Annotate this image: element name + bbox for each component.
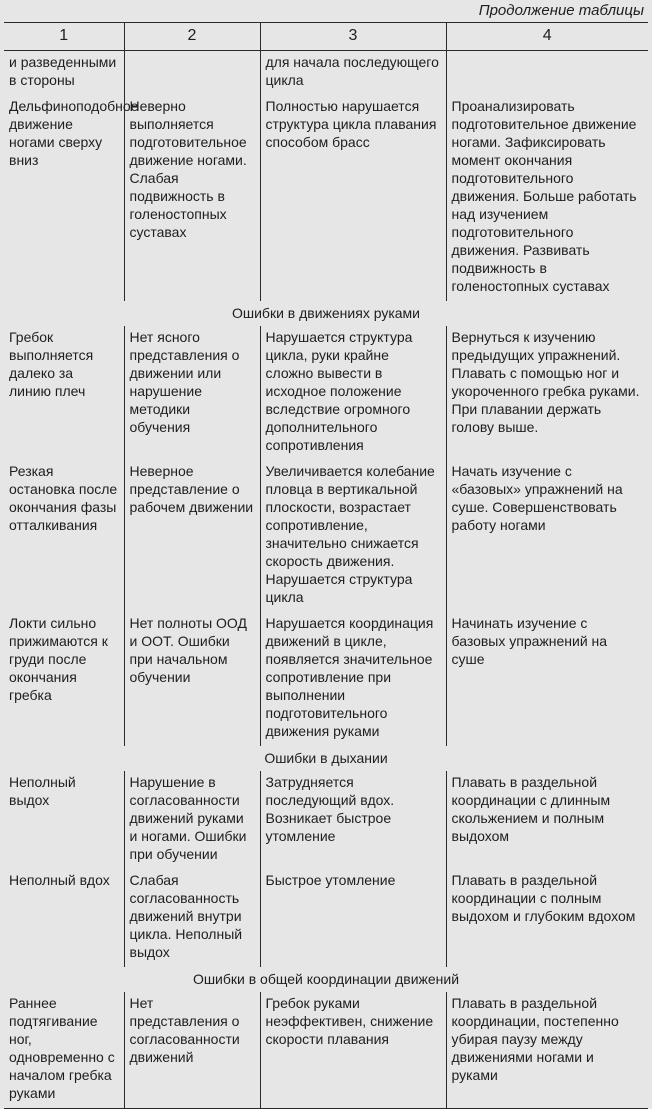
consequence-cell: для начала последующего цикла bbox=[260, 51, 446, 96]
section-row bbox=[4, 967, 648, 992]
error-cell: Локти сильно прижимаются к груди после окончания гребка bbox=[4, 612, 124, 746]
table-row bbox=[4, 992, 648, 1109]
cause-cell bbox=[124, 51, 260, 96]
section-row bbox=[4, 746, 648, 771]
correction-cell: Плавать в раздельной координации с длинным скольжением и полным выдохом bbox=[446, 771, 648, 869]
error-cell: Дельфиноподобное движение ногами сверху вниз bbox=[4, 95, 124, 301]
cause-cell: Неверное представление о рабочем движении bbox=[124, 460, 260, 612]
table-row bbox=[4, 326, 648, 460]
error-cell: Неполный вдох bbox=[4, 869, 124, 967]
table-row bbox=[4, 51, 648, 96]
column-header-3: 3 bbox=[260, 23, 446, 51]
cause-cell: Нет ясного представления о движении или нарушение методики обучения bbox=[124, 326, 260, 460]
table-row bbox=[4, 460, 648, 612]
table-row bbox=[4, 771, 648, 869]
correction-cell: Начинать изучение с базовых упражнений на суше bbox=[446, 612, 648, 746]
cause-cell: Нарушение в согласованности движений руками и ногами. Ошибки при обучении bbox=[124, 771, 260, 869]
consequence-cell: Гребок руками неэффективен, снижение скорости плавания bbox=[260, 992, 446, 1109]
correction-cell bbox=[446, 51, 648, 96]
section-row bbox=[4, 301, 648, 326]
section-heading-coordination: Ошибки в общей координации движений bbox=[192, 971, 460, 987]
cause-cell: Неверно выполняется подготовительное движение ногами. Слабая подвижность в голеностопных суставах bbox=[124, 95, 260, 301]
error-cell: Резкая остановка после окончания фазы отталкивания bbox=[4, 460, 124, 612]
correction-cell: Плавать в раздельной координации, постепенно убирая паузу между движениями ногами и руками bbox=[446, 992, 648, 1109]
consequence-cell: Быстрое утомление bbox=[260, 869, 446, 967]
column-header-4: 4 bbox=[446, 23, 648, 51]
correction-cell: Вернуться к изучению предыдущих упражнений. Плавать с помощью ног и укороченного гребка руками. При плавании держать голову выше. bbox=[446, 326, 648, 460]
section-heading-breathing: Ошибки в дыхании bbox=[264, 750, 388, 766]
section-heading-arms: Ошибки в движениях руками bbox=[231, 305, 420, 321]
error-cell: Раннее подтягивание ног, одновременно с началом гребка руками bbox=[4, 992, 124, 1109]
swimming-errors-table bbox=[4, 22, 648, 1109]
consequence-cell: Нарушается координация движений в цикле, появляется значительное сопротивление при выполнении подготовительного движения руками bbox=[260, 612, 446, 746]
correction-cell: Плавать в раздельной координации с полным выдохом и глубоким вдохом bbox=[446, 869, 648, 967]
column-header-1: 1 bbox=[4, 23, 124, 51]
consequence-cell: Полностью нарушается структура цикла плавания способом брасс bbox=[260, 95, 446, 301]
table-continuation-caption: Продолжение таблицы bbox=[478, 2, 644, 19]
table-row bbox=[4, 869, 648, 967]
error-cell: и разведенными в стороны bbox=[4, 51, 124, 96]
header-row bbox=[4, 23, 648, 51]
consequence-cell: Увеличивается колебание пловца в вертикальной плоскости, возрастает сопротивление, значительно снижается скорость движения. Нарушается структура цикла bbox=[260, 460, 446, 612]
correction-cell: Начать изучение с «базовых» упражнений на суше. Совершенствовать работу ногами bbox=[446, 460, 648, 612]
cause-cell: Слабая согласованность движений внутри цикла. Неполный выдох bbox=[124, 869, 260, 967]
column-header-2: 2 bbox=[124, 23, 260, 51]
cause-cell: Нет представления о согласованности движений bbox=[124, 992, 260, 1109]
consequence-cell: Нарушается структура цикла, руки крайне сложно вывести в исходное положение вследствие огромного дополнительного сопротивления bbox=[260, 326, 446, 460]
correction-cell: Проанализировать подготовительное движение ногами. Зафиксировать момент окончания подготовительного движения. Больше работать над изучением подготовительного движения. Развивать подвижность в голеностопных суставах bbox=[446, 95, 648, 301]
consequence-cell: Затрудняется последующий вдох. Возникает быстрое утомление bbox=[260, 771, 446, 869]
error-cell: Гребок выполняется далеко за линию плеч bbox=[4, 326, 124, 460]
cause-cell: Нет полноты ООД и ООТ. Ошибки при начальном обучении bbox=[124, 612, 260, 746]
table-row bbox=[4, 612, 648, 746]
error-cell: Неполный выдох bbox=[4, 771, 124, 869]
table-row bbox=[4, 95, 648, 301]
